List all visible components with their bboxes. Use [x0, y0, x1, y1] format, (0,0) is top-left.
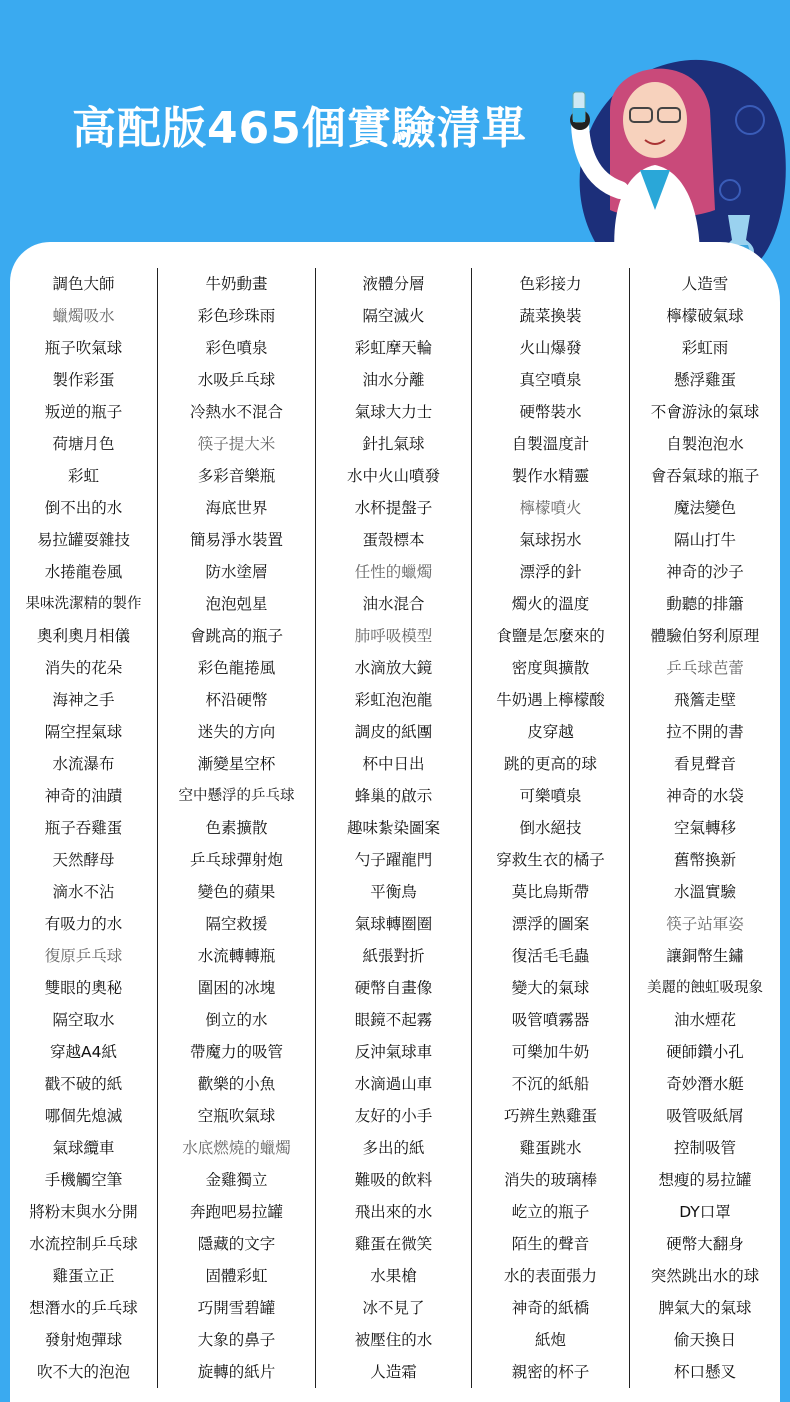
experiment-item: 神奇的紙橋: [511, 1299, 590, 1317]
experiment-item: 水流轉轉瓶: [197, 947, 276, 965]
experiment-item: 倒水絕技: [519, 819, 582, 837]
experiment-item: 奔跑吧易拉罐: [189, 1203, 283, 1221]
experiment-item: 吸管噴霧器: [511, 1011, 590, 1029]
experiment-item: 硬師鑽小孔: [666, 1043, 744, 1061]
experiment-item: 氣球纜車: [52, 1139, 115, 1157]
experiment-item: 體驗伯努利原理: [650, 627, 760, 645]
experiment-column-5: [630, 268, 780, 1388]
experiment-item: 水溫實驗: [673, 883, 736, 901]
experiment-item: 杯沿硬幣: [205, 691, 268, 709]
experiment-item: 彩色噴泉: [205, 339, 268, 357]
experiment-item: 友好的小手: [354, 1107, 433, 1125]
experiment-item: 水杯提盤子: [354, 499, 433, 517]
experiment-item: 真空噴泉: [519, 371, 582, 389]
experiment-item: 偷天換日: [673, 1331, 736, 1349]
experiment-item: 乒乓球芭蕾: [666, 659, 744, 677]
experiment-item: 雞蛋跳水: [519, 1139, 582, 1157]
experiment-item: 巧開雪碧罐: [197, 1299, 276, 1317]
experiment-item: 防水塗層: [205, 563, 268, 581]
experiment-item: 親密的杯子: [511, 1363, 590, 1381]
experiment-item: 神奇的水袋: [666, 787, 744, 805]
experiment-item: 水吸乒乓球: [197, 371, 276, 389]
experiment-item: 空瓶吹氣球: [197, 1107, 276, 1125]
experiment-item: 針扎氣球: [362, 435, 425, 453]
experiment-item: 旋轉的紙片: [197, 1363, 276, 1381]
experiment-item: 想潛水的乒乓球: [29, 1299, 138, 1317]
experiment-item: 隔空救援: [205, 915, 268, 933]
experiment-item: 筷子提大米: [197, 435, 276, 453]
experiment-item: 隔空捏氣球: [44, 723, 123, 741]
experiment-item: 色彩接力: [519, 275, 582, 293]
experiment-item: 杯中日出: [362, 755, 425, 773]
experiment-item: 皮穿越: [527, 723, 574, 741]
experiment-column-1: [10, 268, 158, 1388]
experiment-item: 雙眼的奧秘: [44, 979, 123, 997]
experiment-item: 帶魔力的吸管: [189, 1043, 283, 1061]
experiment-item: 平衡鳥: [370, 883, 417, 901]
experiment-item: 易拉罐耍雜技: [36, 531, 130, 549]
experiment-item: 彩虹: [67, 467, 99, 485]
experiment-item: 金雞獨立: [205, 1171, 268, 1189]
experiment-item: 屹立的瓶子: [511, 1203, 590, 1221]
experiment-item: 魔法變色: [673, 499, 736, 517]
experiment-item: 會吞氣球的瓶子: [650, 467, 760, 485]
experiment-item: 筷子站軍姿: [666, 915, 744, 933]
experiment-item: 彩色龍捲風: [197, 659, 276, 677]
experiment-item: 杯口懸叉: [673, 1363, 736, 1381]
experiment-item: 穿越A4紙: [50, 1043, 117, 1061]
experiment-item: 乒乓球彈射炮: [189, 851, 283, 869]
experiment-item: 簡易淨水裝置: [189, 531, 283, 549]
experiment-item: 脾氣大的氣球: [658, 1299, 752, 1317]
experiment-item: 紙炮: [534, 1331, 566, 1349]
experiment-item: 油水分離: [362, 371, 425, 389]
experiment-item: DY口罩: [679, 1203, 731, 1221]
experiment-item: 蛋殼標本: [362, 531, 425, 549]
experiment-item: 隱藏的文字: [197, 1235, 276, 1253]
experiment-item: 水的表面張力: [503, 1267, 597, 1285]
experiment-item: 突然跳出水的球: [650, 1267, 760, 1285]
experiment-item: 哪個先熄滅: [44, 1107, 123, 1125]
experiment-item: 色素擴散: [205, 819, 268, 837]
experiment-item: 油水煙花: [673, 1011, 736, 1029]
experiment-item: 動聽的排簫: [666, 595, 744, 613]
experiment-item: 固體彩虹: [205, 1267, 268, 1285]
experiment-item: 海底世界: [205, 499, 268, 517]
experiment-item: 水果槍: [370, 1267, 417, 1285]
experiment-item: 蠟燭吸水: [52, 307, 115, 325]
experiment-item: 吹不大的泡泡: [36, 1363, 130, 1381]
experiment-item: 陌生的聲音: [511, 1235, 590, 1253]
experiment-item: 舊幣換新: [673, 851, 736, 869]
experiment-item: 泡泡剋星: [205, 595, 268, 613]
experiment-item: 倒立的水: [205, 1011, 268, 1029]
experiment-item: 變色的蘋果: [197, 883, 276, 901]
experiment-column-3: [316, 268, 472, 1388]
experiment-item: 難吸的飲料: [354, 1171, 433, 1189]
experiment-item: 可樂加牛奶: [511, 1043, 590, 1061]
experiment-item: 發射炮彈球: [44, 1331, 123, 1349]
experiment-item: 牛奶遇上檸檬酸: [496, 691, 605, 709]
experiment-item: 雞蛋立正: [52, 1267, 115, 1285]
experiment-item: 檸檬破氣球: [666, 307, 744, 325]
experiment-item: 硬幣自畫像: [354, 979, 433, 997]
experiment-item: 海神之手: [52, 691, 115, 709]
experiment-item: 眼鏡不起霧: [354, 1011, 433, 1029]
experiment-item: 水流控制乒乓球: [29, 1235, 138, 1253]
experiment-item: 硬幣裝水: [519, 403, 582, 421]
experiment-column-4: [472, 268, 630, 1388]
experiment-item: 飛簷走壁: [673, 691, 736, 709]
experiment-item: 飛出來的水: [354, 1203, 433, 1221]
experiment-item: 叛逆的瓶子: [44, 403, 123, 421]
experiment-item: 多彩音樂瓶: [197, 467, 276, 485]
experiment-item: 水捲龍卷風: [44, 563, 123, 581]
experiment-item: 倒不出的水: [44, 499, 123, 517]
experiment-item: 製作水精靈: [511, 467, 590, 485]
experiment-item: 肺呼吸模型: [354, 627, 433, 645]
experiment-item: 荷塘月色: [52, 435, 115, 453]
experiment-item: 空中懸浮的乒乓球: [178, 788, 295, 804]
experiment-item: 彩虹摩天輪: [354, 339, 433, 357]
experiment-item: 奇妙潛水艇: [666, 1075, 744, 1093]
experiment-item: 隔空取水: [52, 1011, 115, 1029]
experiment-item: 火山爆發: [519, 339, 582, 357]
experiment-item: 美麗的蝕虹吸現象: [647, 980, 763, 996]
experiment-item: 想瘦的易拉罐: [658, 1171, 752, 1189]
experiment-item: 任性的蠟燭: [354, 563, 433, 581]
experiment-item: 多出的紙: [362, 1139, 425, 1157]
experiment-item: 大象的鼻子: [197, 1331, 276, 1349]
experiment-item: 水滴放大鏡: [354, 659, 433, 677]
experiment-item: 勺子躍龍門: [354, 851, 433, 869]
experiment-item: 蔬菜換裝: [519, 307, 582, 325]
experiment-item: 復原乒乓球: [44, 947, 123, 965]
experiment-item: 彩虹雨: [681, 339, 729, 357]
experiment-item: 被壓住的水: [354, 1331, 433, 1349]
experiment-item: 跳的更高的球: [503, 755, 597, 773]
experiment-item: 不沉的紙船: [511, 1075, 590, 1093]
experiment-item: 懸浮雞蛋: [673, 371, 736, 389]
experiment-item: 調皮的紙團: [354, 723, 433, 741]
experiment-item: 有吸力的水: [44, 915, 123, 933]
experiment-item: 製作彩蛋: [52, 371, 115, 389]
experiment-item: 拉不開的書: [666, 723, 744, 741]
scientist-illustration: [540, 40, 790, 260]
experiment-item: 歡樂的小魚: [197, 1075, 276, 1093]
experiment-item: 彩色珍珠雨: [197, 307, 276, 325]
experiment-item: 戳不破的紙: [44, 1075, 123, 1093]
experiment-item: 彩虹泡泡龍: [354, 691, 433, 709]
experiment-item: 雞蛋在微笑: [354, 1235, 433, 1253]
experiment-item: 神奇的沙子: [666, 563, 744, 581]
experiment-item: 油水混合: [362, 595, 425, 613]
experiment-item: 趣味紮染圖案: [346, 819, 440, 837]
experiment-item: 調色大師: [52, 275, 115, 293]
experiment-item: 自製溫度計: [511, 435, 590, 453]
experiment-item: 食鹽是怎麼來的: [496, 627, 605, 645]
experiment-item: 氣球拐水: [519, 531, 582, 549]
experiment-item: 看見聲音: [673, 755, 736, 773]
experiment-item: 人造霜: [370, 1363, 417, 1381]
experiment-item: 巧辨生熟雞蛋: [503, 1107, 597, 1125]
experiment-item: 水底燃燒的蠟燭: [182, 1139, 291, 1157]
experiment-item: 消失的玻璃棒: [503, 1171, 597, 1189]
experiment-item: 讓銅幣生鏽: [666, 947, 744, 965]
experiment-column-2: [158, 268, 316, 1388]
experiment-item: 冰不見了: [362, 1299, 425, 1317]
experiment-item: 漂浮的圖案: [511, 915, 590, 933]
experiment-item: 漸變星空杯: [197, 755, 276, 773]
experiment-item: 隔山打牛: [673, 531, 736, 549]
experiment-item: 空氣轉移: [673, 819, 736, 837]
experiment-item: 將粉末與水分開: [29, 1203, 138, 1221]
experiment-item: 液體分層: [362, 275, 425, 293]
experiment-item: 反沖氣球車: [354, 1043, 433, 1061]
experiment-item: 硬幣大翻身: [666, 1235, 744, 1253]
experiment-item: 不會游泳的氣球: [650, 403, 760, 421]
experiment-item: 果味洗潔精的製作: [25, 596, 142, 612]
experiment-item: 密度與擴散: [511, 659, 590, 677]
experiment-item: 消失的花朵: [44, 659, 123, 677]
experiment-item: 漂浮的針: [519, 563, 582, 581]
experiment-item: 控制吸管: [673, 1139, 736, 1157]
experiment-item: 檸檬噴火: [519, 499, 582, 517]
experiment-item: 隔空滅火: [362, 307, 425, 325]
experiment-item: 氣球大力士: [354, 403, 433, 421]
experiment-item: 復活毛毛蟲: [511, 947, 590, 965]
experiment-item: 燭火的溫度: [511, 595, 590, 613]
experiment-item: 氣球轉圈圈: [354, 915, 433, 933]
experiment-item: 可樂噴泉: [519, 787, 582, 805]
experiment-item: 水滴過山車: [354, 1075, 433, 1093]
experiment-grid: [10, 268, 780, 1388]
experiment-item: 神奇的油蹟: [44, 787, 123, 805]
experiment-item: 人造雪: [681, 275, 729, 293]
experiment-item: 天然酵母: [52, 851, 115, 869]
experiment-item: 冷熱水不混合: [189, 403, 283, 421]
experiment-item: 自製泡泡水: [666, 435, 744, 453]
experiment-item: 變大的氣球: [511, 979, 590, 997]
experiment-item: 手機觸空筆: [44, 1171, 123, 1189]
experiment-item: 吸管吸紙屑: [666, 1107, 744, 1125]
experiment-item: 滴水不沾: [52, 883, 115, 901]
experiment-item: 奧利奧月相儀: [36, 627, 130, 645]
experiment-item: 蜂巢的啟示: [354, 787, 433, 805]
experiment-item: 會跳高的瓶子: [189, 627, 283, 645]
experiment-item: 紙張對折: [362, 947, 425, 965]
page-title: 高配版465個實驗清單: [72, 103, 527, 154]
experiment-item: 瓶子吞雞蛋: [44, 819, 123, 837]
experiment-item: 水中火山噴發: [346, 467, 440, 485]
experiment-item: 牛奶動畫: [205, 275, 268, 293]
experiment-item: 水流瀑布: [52, 755, 115, 773]
experiment-item: 莫比烏斯帶: [511, 883, 590, 901]
experiment-item: 瓶子吹氣球: [44, 339, 123, 357]
experiment-item: 迷失的方向: [197, 723, 276, 741]
experiment-item: 穿救生衣的橘子: [496, 851, 605, 869]
experiment-item: 圍困的冰塊: [197, 979, 276, 997]
